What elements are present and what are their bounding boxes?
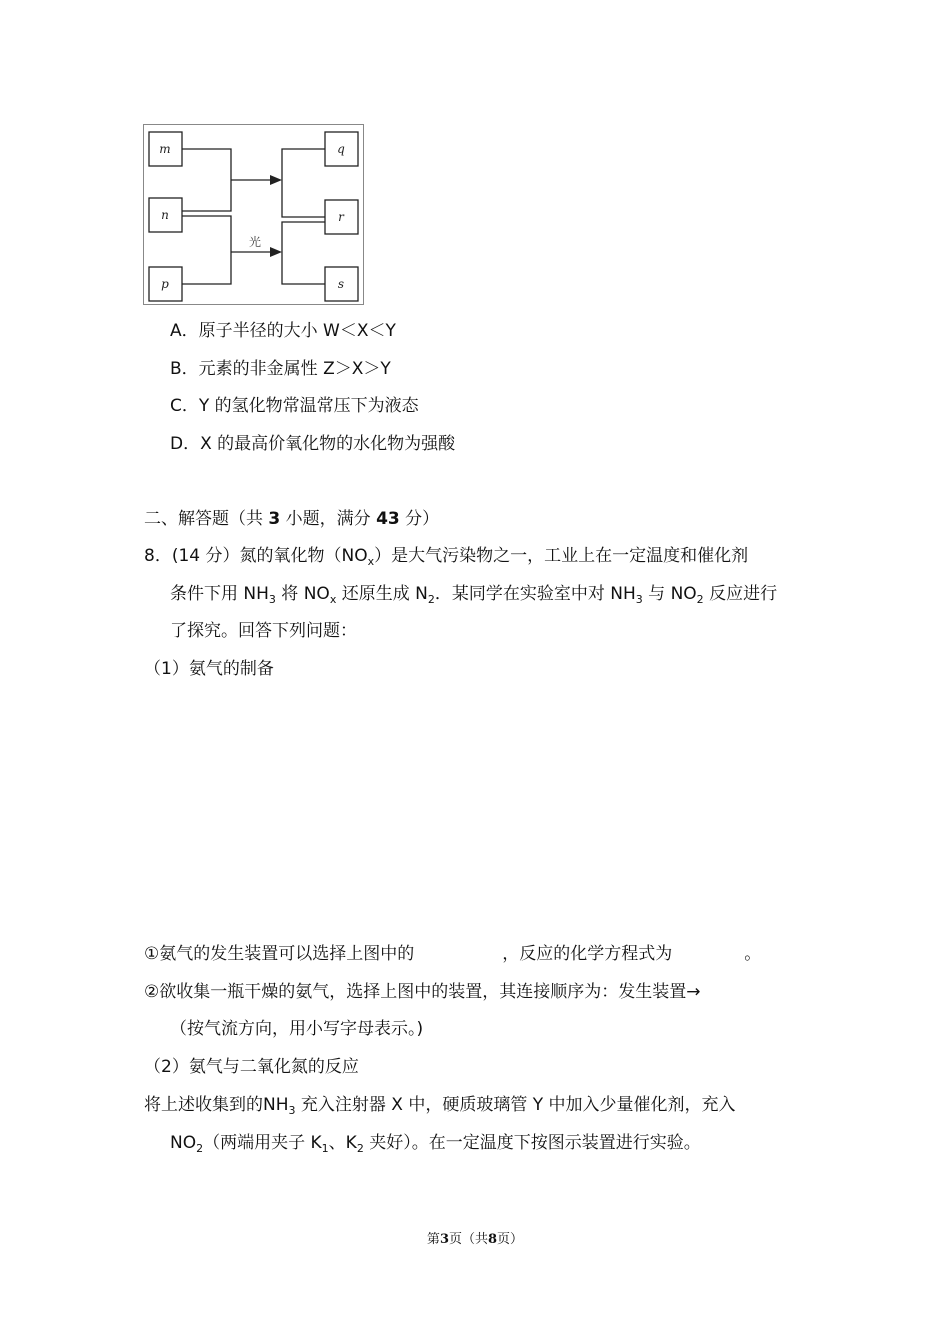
option-c-text: Y 的氢化物常温常压下为液态 <box>198 396 419 416</box>
q8-para-1-a: 将上述收集到的NH <box>144 1095 289 1115</box>
box-s <box>325 267 358 301</box>
section-heading <box>144 507 439 531</box>
section-heading-pre: 二、解答题（共 <box>144 509 269 529</box>
option-b-prefix: B． <box>170 359 199 379</box>
q8-line-2-s1: 3 <box>268 593 276 606</box>
option-a-text: 原子半径的大小 W＜X＜Y <box>198 321 396 341</box>
q8-line-1-b: ）是大气污染物之一，工业上在一定温度和催化剂 <box>374 546 749 566</box>
q8-line-1-a: 8．(14 分）氮的氧化物（NO <box>144 546 368 566</box>
option-d-prefix: D． <box>170 434 201 454</box>
box-q <box>325 132 358 166</box>
footer-page-number: 3 <box>439 1232 449 1247</box>
section-question-count: 3 <box>268 509 281 529</box>
q8-line-3: 了探究。回答下列问题： <box>170 621 357 641</box>
box-n <box>149 198 182 232</box>
q8-line-2-d: ．某同学在实验室中对 NH <box>434 584 636 604</box>
box-m <box>149 132 182 166</box>
option-c-prefix: C． <box>170 396 199 416</box>
q8-line-2-s2: x <box>329 593 337 606</box>
q8-para-2-s1: 2 <box>196 1142 204 1155</box>
q8-para-2-d: 夹好）。在一定温度下按图示装置进行实验。 <box>363 1133 701 1153</box>
option-b <box>170 357 391 381</box>
q8-para-1-s1: 3 <box>288 1104 296 1117</box>
q8-line-2-s5: 2 <box>696 593 704 606</box>
section-total-score: 43 <box>376 509 400 529</box>
box-r <box>325 200 358 234</box>
q8-part-2-heading: （2）氨气与二氧化氮的反应 <box>144 1057 359 1077</box>
q8-line-1 <box>144 544 748 568</box>
box-p <box>149 267 182 301</box>
svg-text:p: p <box>161 277 169 291</box>
q8-para-2-s2: 1 <box>321 1142 329 1155</box>
q8-para-2 <box>170 1131 701 1155</box>
option-d <box>170 432 455 456</box>
light-label: 光 <box>248 235 262 249</box>
q8-sub-1 <box>144 942 761 966</box>
section-heading-mid: 小题，满分 <box>280 509 377 529</box>
q8-para-2-s3: 2 <box>356 1142 364 1155</box>
page-footer <box>0 1228 950 1247</box>
q8-para-2-b: （两端用夹子 K <box>203 1133 322 1153</box>
q8-para-1-b: 充入注射器 X 中，硬质玻璃管 Y 中加入少量催化剂，充入 <box>295 1095 736 1115</box>
q8-line-2-e: 与 NO <box>642 584 697 604</box>
svg-text:n: n <box>161 208 169 222</box>
option-d-text: X 的最高价氧化物的水化物为强酸 <box>200 434 456 454</box>
option-a <box>170 319 396 343</box>
q8-sub-1-c: 。 <box>744 944 762 964</box>
q8-sub-2: ②欲收集一瓶干燥的氨气，选择上图中的装置，其连接顺序为：发生装置→ <box>144 982 701 1002</box>
q8-line-2-b: 将 NO <box>275 584 330 604</box>
q8-sub-2-b: （按气流方向，用小写字母表示。) <box>170 1019 424 1039</box>
footer-b: 页（共 <box>448 1232 488 1247</box>
svg-text:m: m <box>159 142 171 156</box>
q8-line-2-f: 反应进行 <box>703 584 778 604</box>
footer-total-pages: 8 <box>488 1232 498 1247</box>
q8-para-1 <box>144 1093 736 1117</box>
section-heading-post: 分） <box>399 509 440 529</box>
svg-text:s: s <box>337 277 345 291</box>
q8-sub-1-a: ①氨气的发生装置可以选择上图中的 <box>144 944 415 964</box>
option-c <box>170 394 419 418</box>
q8-line-2 <box>170 582 777 606</box>
q8-line-1-sub: x <box>367 555 375 568</box>
q8-line-2-s3: 2 <box>427 593 435 606</box>
q8-para-2-c: 、K <box>328 1133 357 1153</box>
svg-text:r: r <box>338 210 344 224</box>
reaction-diagram <box>143 124 364 305</box>
svg-text:q: q <box>337 142 345 156</box>
option-b-text: 元素的非金属性 Z＞X＞Y <box>198 359 391 379</box>
q8-part-1-heading: （1）氨气的制备 <box>144 659 274 679</box>
option-a-prefix: A． <box>170 321 199 341</box>
footer-c: 页） <box>497 1232 524 1247</box>
q8-sub-1-b: ，反应的化学方程式为 <box>502 944 673 964</box>
q8-line-2-a: 条件下用 NH <box>170 584 269 604</box>
q8-line-2-s4: 3 <box>635 593 643 606</box>
q8-para-2-a: NO <box>170 1133 197 1153</box>
footer-a: 第 <box>426 1232 440 1247</box>
q8-line-2-c: 还原生成 N <box>336 584 428 604</box>
